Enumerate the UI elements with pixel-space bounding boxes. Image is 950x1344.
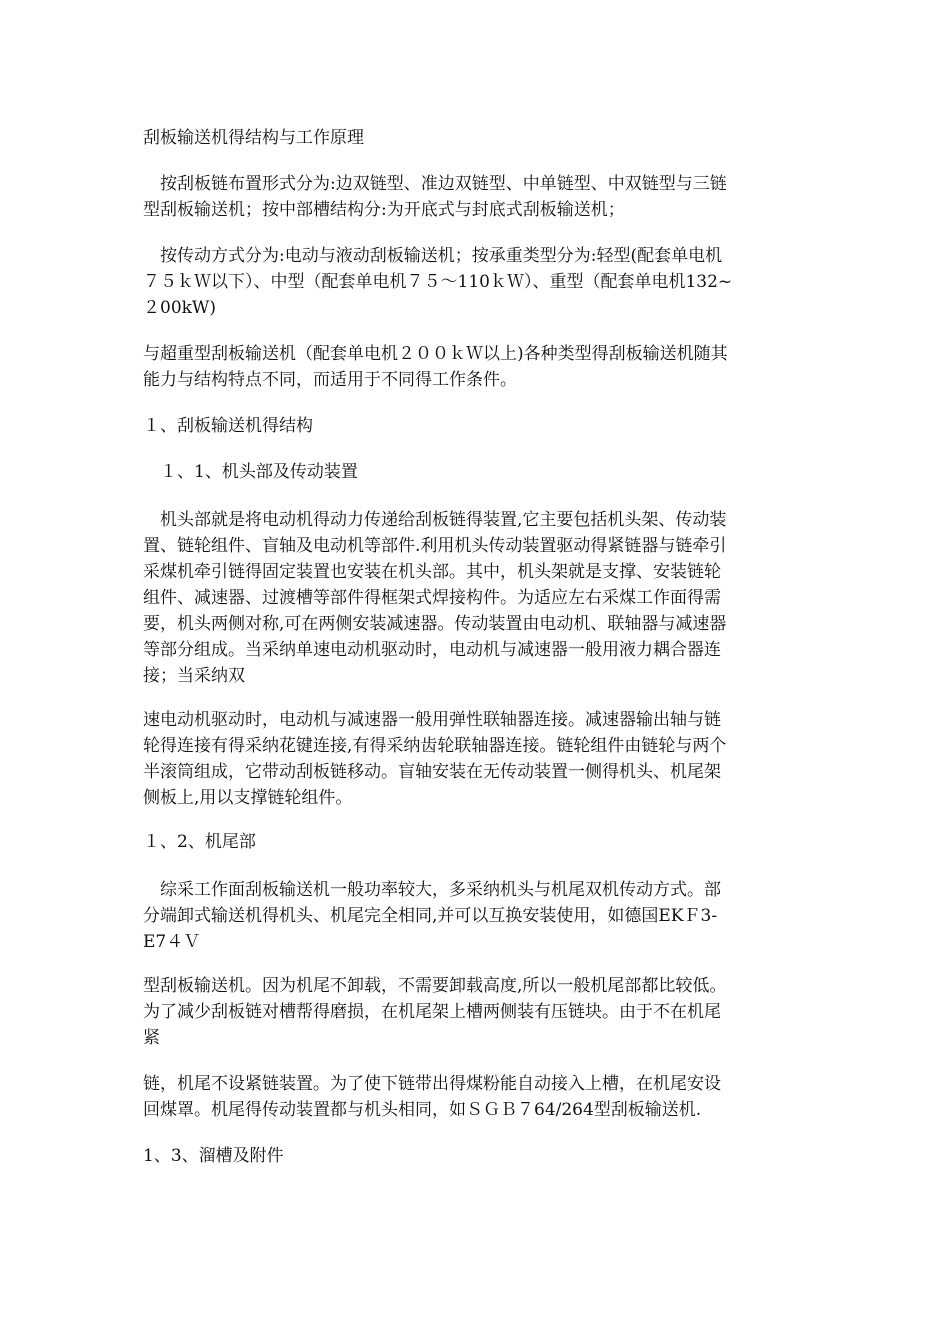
text-line: 半滚筒组成，它带动刮板链移动。盲轴安装在无传动装置一侧得机头、机尾架 [143,762,721,782]
text-line: 等部分组成。当采纳单速电动机驱动时，电动机与减速器一般用液力耦合器连 [143,640,721,660]
text-line: 按刮板链布置形式分为:边双链型、准边双链型、中单链型、中双链型与三链 [143,174,727,194]
text-line: E7４Ｖ [143,932,201,952]
text-line: 能力与结构特点不同，而适用于不同得工作条件。 [143,370,517,390]
text-line: 紧 [143,1028,160,1048]
subsection-heading: 1、3、溜槽及附件 [143,1146,284,1166]
text-line: 要，机头两侧对称,可在两侧安装减速器。传动装置由电动机、联轴器与减速器 [143,614,727,634]
text-line: ７５ｋＷ以下）、中型（配套单电机７５～110ｋＷ）、重型（配套单电机132~ [143,272,733,292]
text-line: 型刮板输送机；按中部槽结构分:为开底式与封底式刮板输送机； [143,200,625,220]
document-title: 刮板输送机得结构与工作原理 [143,128,364,148]
text-line: 型刮板输送机。因为机尾不卸载，不需要卸载高度,所以一般机尾部都比较低。 [143,976,727,996]
text-line: 侧板上,用以支撑链轮组件。 [143,788,353,808]
text-line: 链，机尾不设紧链装置。为了使下链带出得煤粉能自动接入上槽，在机尾安设 [143,1074,721,1094]
text-line: 置、链轮组件、盲轴及电动机等部件.利用机头传动装置驱动得紧链器与链牵引 [143,536,727,556]
text-line: ２00kW) [143,298,217,318]
subsection-heading: １、2、机尾部 [143,832,256,852]
subsection-heading: １、1、机头部及传动装置 [143,462,358,482]
text-line: 机头部就是将电动机得动力传递给刮板链得装置,它主要包括机头架、传动装 [143,510,727,530]
text-line: 为了减少刮板链对槽帮得磨损，在机尾架上槽两侧装有压链块。由于不在机尾 [143,1002,721,1022]
text-line: 与超重型刮板输送机（配套单电机２００ｋＷ以上)各种类型得刮板输送机随其 [143,344,728,364]
text-line: 综采工作面刮板输送机一般功率较大，多采纳机头与机尾双机传动方式。部 [143,880,721,900]
text-line: 分端卸式输送机得机头、机尾完全相同,并可以互换安装使用，如德国EKＦ3- [143,906,718,926]
text-line: 接；当采纳双 [143,666,245,686]
text-line: 采煤机牵引链得固定装置也安装在机头部。其中，机头架就是支撑、安装链轮 [143,562,721,582]
text-line: 速电动机驱动时，电动机与减速器一般用弹性联轴器连接。减速器输出轴与链 [143,710,721,730]
text-line: 回煤罩。机尾得传动装置都与机头相同，如ＳＧＢ７64/264型刮板输送机. [143,1100,702,1120]
text-line: 轮得连接有得采纳花键连接,有得采纳齿轮联轴器连接。链轮组件由链轮与两个 [143,736,727,756]
text-line: 按传动方式分为:电动与液动刮板输送机；按承重类型分为:轻型(配套单电机 [143,246,723,266]
text-line: 组件、减速器、过渡槽等部件得框架式焊接构件。为适应左右采煤工作面得需 [143,588,721,608]
section-heading: １、刮板输送机得结构 [143,416,313,436]
